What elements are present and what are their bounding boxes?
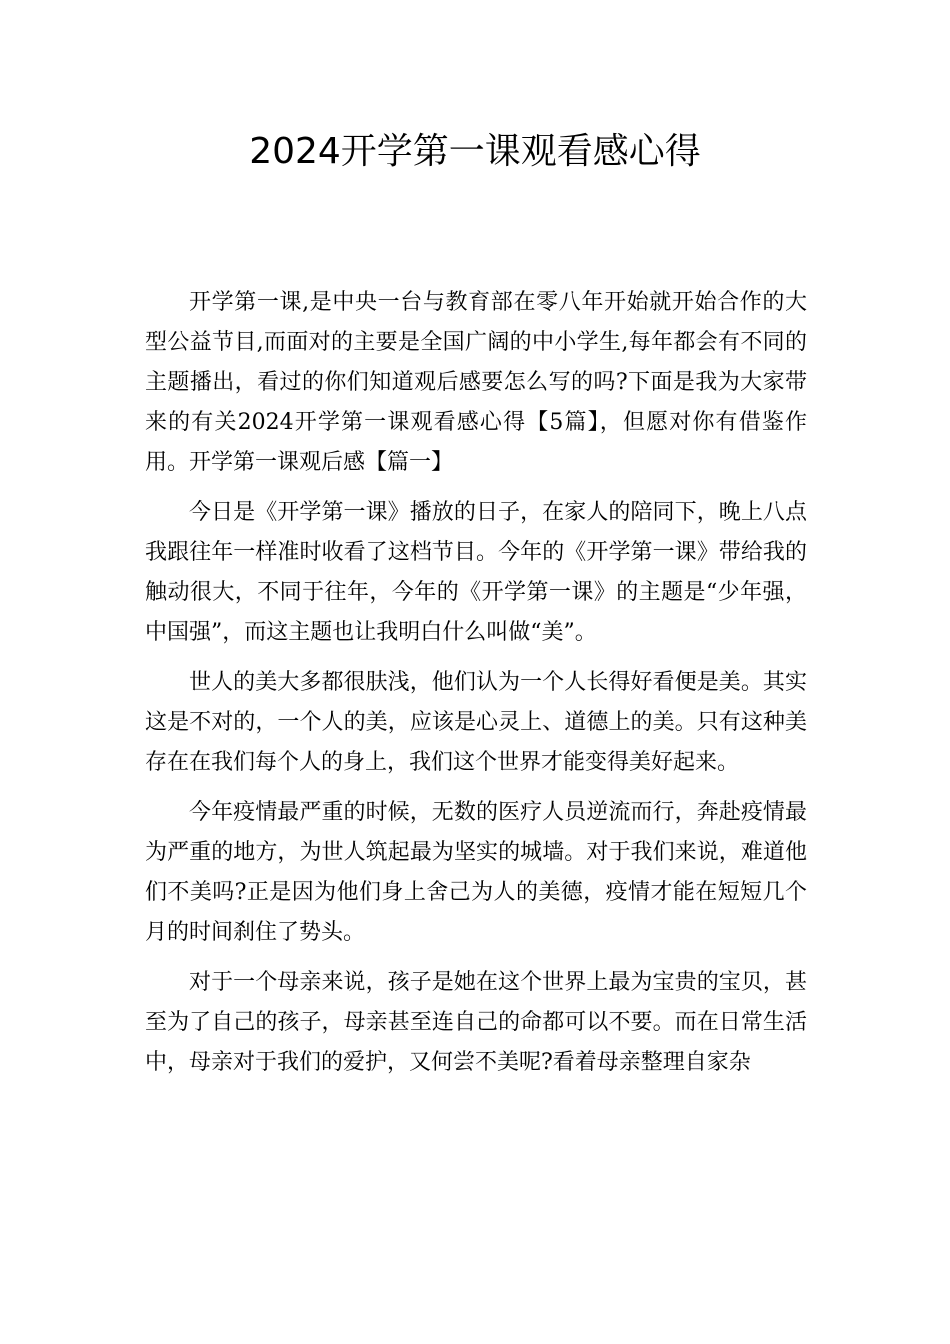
paragraph-intro: 开学第一课,是中央一台与教育部在零八年开始就开始合作的大型公益节目,而面对的主要是全国广阔的中小学生,每年都会有不同的主题播出，看过的你们知道观后感要怎么写的吗?下面是我为大家带来的有关2024开学第一课观看感心得【5篇】，但愿对你有借鉴作用。开学第一课观后感【篇一】 [145,290,807,475]
document-title: 2024开学第一课观看感心得 [249,131,701,172]
document-body [145,283,807,1093]
paragraph-4: 今年疫情最严重的时候，无数的医疗人员逆流而行，奔赴疫情最为严重的地方，为世人筑起最为坚实的城墙。对于我们来说，难道他们不美吗?正是因为他们身上舍己为人的美德，疫情才能在短短几个月的时间刹住了势头。 [145,800,807,945]
paragraph-3: 世人的美大多都很肤浅，他们认为一个人长得好看便是美。其实这是不对的，一个人的美，应该是心灵上、道德上的美。只有这种美存在在我们每个人的身上，我们这个世界才能变得美好起来。 [145,670,807,775]
paragraph-2: 今日是《开学第一课》播放的日子，在家人的陪同下，晚上八点我跟往年一样准时收看了这档节目。今年的《开学第一课》带给我的触动很大，不同于往年，今年的《开学第一课》的主题是“少年强，中国强”，而这主题也让我明白什么叫做“美”。 [145,500,807,645]
paragraph-5: 对于一个母亲来说，孩子是她在这个世界上最为宝贵的宝贝，甚至为了自己的孩子，母亲甚至连自己的命都可以不要。而在日常生活中，母亲对于我们的爱护，又何尝不美呢?看着母亲整理自家杂 [145,970,807,1075]
